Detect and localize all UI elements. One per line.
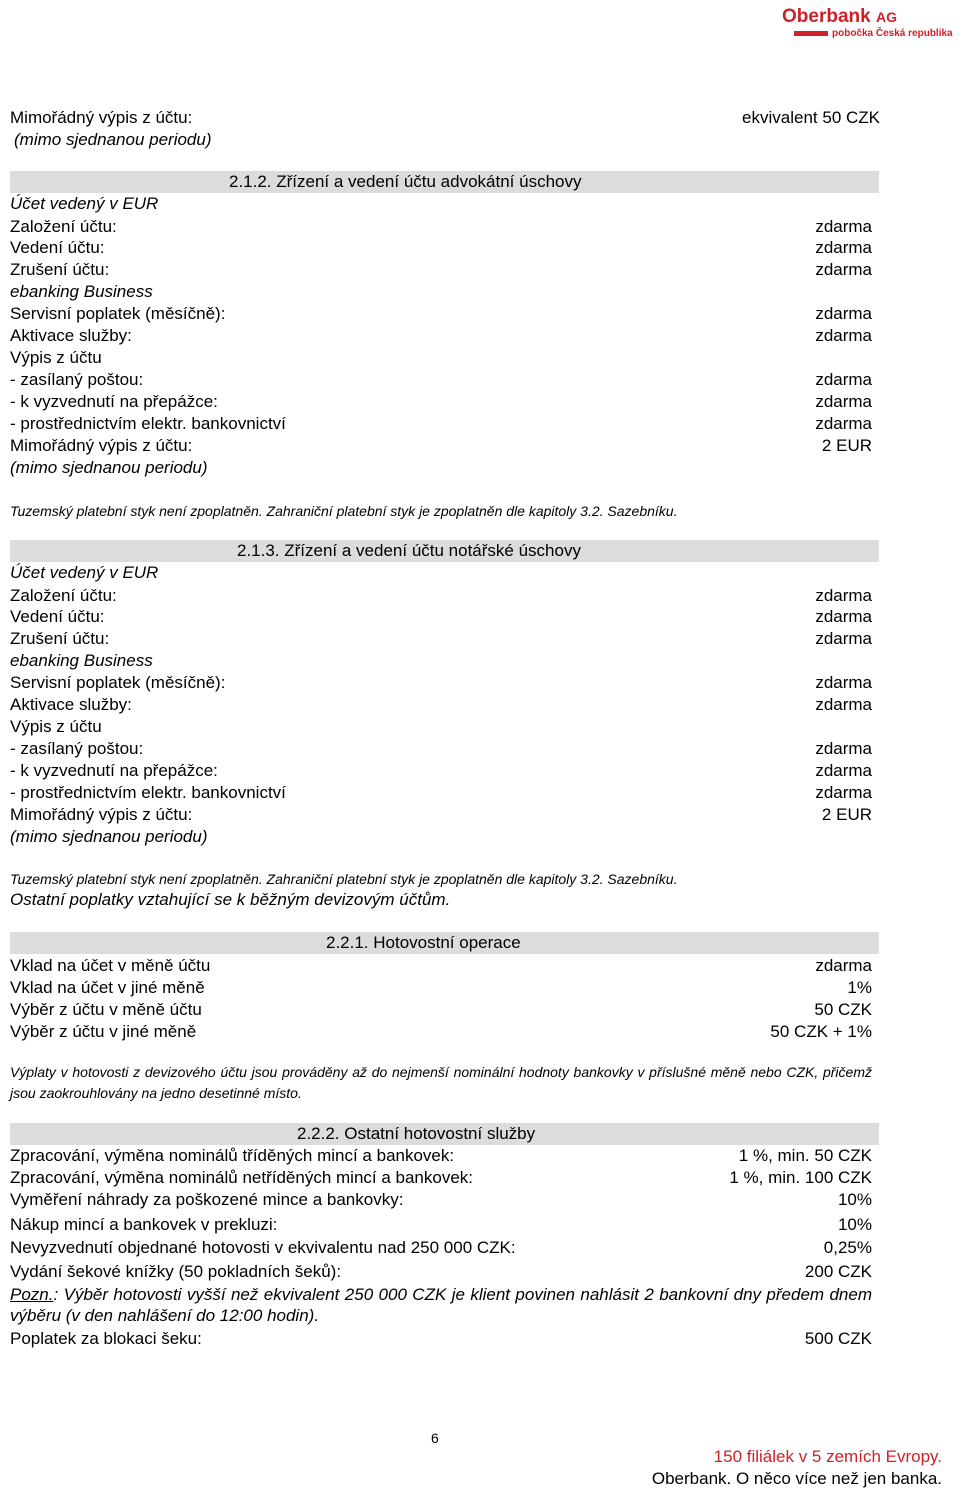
row-value: zdarma	[815, 739, 872, 758]
oberbank-logo	[782, 6, 958, 46]
row-label: Založení účtu:	[10, 586, 117, 605]
row-label: Nevyzvednutí objednané hotovosti v ekvivalentu nad 250 000 CZK:	[10, 1238, 516, 1257]
row-label: Zpracování, výměna nominálů tříděných mincí a bankovek:	[10, 1146, 455, 1165]
page-number: 6	[431, 1430, 439, 1446]
row-value: 200 CZK	[804, 1262, 872, 1281]
row-label: Mimořádný výpis z účtu:	[10, 436, 193, 455]
row-label: Aktivace služby:	[10, 695, 132, 714]
footer-slogan-1: 150 filiálek v 5 zemích Evropy.	[713, 1447, 942, 1466]
row-label: Servisní poplatek (měsíčně):	[10, 304, 226, 323]
row-label: Servisní poplatek (měsíčně):	[10, 673, 226, 692]
top-value: ekvivalent 50 CZK	[742, 108, 880, 127]
section-title-advokatni: 2.1.2. Zřízení a vedení účtu advokátní úschovy	[229, 172, 582, 191]
row-label: Vyměření náhrady za poškozené mince a bankovky:	[10, 1190, 404, 1209]
row-label: Vedení účtu:	[10, 238, 105, 257]
row-label: Výběr z účtu v měně účtu	[10, 1000, 202, 1019]
section-title-notarske: 2.1.3. Zřízení a vedení účtu notářské úschovy	[237, 541, 581, 560]
row-value: 500 CZK	[804, 1329, 872, 1348]
row-label: Vklad na účet v měně účtu	[10, 956, 211, 975]
top-sublabel: (mimo sjednanou periodu)	[14, 130, 212, 149]
row-value: zdarma	[815, 586, 872, 605]
row-value: 0,25%	[823, 1238, 872, 1257]
row-value: zdarma	[815, 304, 872, 323]
row-label: Nákup mincí a bankovek v prekluzi:	[10, 1215, 278, 1234]
row-value: 10%	[837, 1215, 872, 1234]
row-label: (mimo sjednanou periodu)	[10, 458, 208, 477]
row-label: ebanking Business	[10, 282, 153, 301]
row-label: Zrušení účtu:	[10, 629, 110, 648]
note-advokatni: Tuzemský platební styk není zpoplatněn. Zahraniční platební styk je zpoplatněn dle kapitoly 3.2. Sazebníku.	[10, 503, 678, 519]
row-value: zdarma	[815, 956, 872, 975]
row-value: 1 %, min. 100 CZK	[729, 1168, 872, 1187]
account-heading-notarske: Účet vedený v EUR	[10, 563, 159, 582]
note-hotovostni: Výplaty v hotovosti z devizového účtu jsou prováděny až do nejmenší nominální hodnoty bankovky v příslušné měně nebo CZK, přičemž jsou zaokrouhlovány na jedno desetinné místo.	[10, 1064, 872, 1101]
footer-slogan-2: Oberbank. O něco více než jen banka.	[651, 1469, 942, 1488]
row-label: Zrušení účtu:	[10, 260, 110, 279]
row-label: ebanking Business	[10, 651, 153, 670]
row-label: Výpis z účtu	[10, 717, 102, 736]
row-value: 2 EUR	[821, 436, 872, 455]
row-value: zdarma	[815, 629, 872, 648]
row-label: - zasílaný poštou:	[10, 370, 144, 389]
row-label: - prostřednictvím elektr. bankovnictví	[10, 414, 286, 433]
row-label: - zasílaný poštou:	[10, 739, 144, 758]
row-label: Vklad na účet v jiné měně	[10, 978, 205, 997]
logo-subtitle: pobočka Česká republika	[832, 28, 953, 39]
row-value: 2 EUR	[821, 805, 872, 824]
row-value: 10%	[837, 1190, 872, 1209]
row-value: zdarma	[815, 326, 872, 345]
row-label: Založení účtu:	[10, 217, 117, 236]
row-value: zdarma	[815, 238, 872, 257]
logo-text: Oberbank AG	[782, 6, 897, 27]
row-value: zdarma	[815, 217, 872, 236]
section-title-ostatni: 2.2.2. Ostatní hotovostní služby	[297, 1124, 536, 1143]
row-label: - k vyzvednutí na přepážce:	[10, 392, 218, 411]
row-value: zdarma	[815, 607, 872, 626]
row-value: 50 CZK	[814, 1000, 872, 1019]
row-value: 1%	[847, 978, 872, 997]
account-heading-advokatni: Účet vedený v EUR	[10, 194, 159, 213]
row-label: Výběr z účtu v jiné měně	[10, 1022, 197, 1041]
row-value: 1 %, min. 50 CZK	[738, 1146, 872, 1165]
row-value: zdarma	[815, 761, 872, 780]
row-label: Aktivace služby:	[10, 326, 132, 345]
row-label: (mimo sjednanou periodu)	[10, 827, 208, 846]
row-label: - k vyzvednutí na přepážce:	[10, 761, 218, 780]
note-notarske: Tuzemský platební styk není zpoplatněn. Zahraniční platební styk je zpoplatněn dle kapitoly 3.2. Sazebníku.	[10, 871, 678, 887]
other-heading: Ostatní poplatky vztahující se k běžným devizovým účtům.	[10, 890, 451, 909]
row-value: zdarma	[815, 695, 872, 714]
row-value: zdarma	[815, 392, 872, 411]
note-ostatni	[10, 1284, 872, 1326]
top-label: Mimořádný výpis z účtu:	[10, 108, 193, 127]
row-label: Vedení účtu:	[10, 607, 105, 626]
row-value: zdarma	[815, 414, 872, 433]
row-value: zdarma	[815, 370, 872, 389]
row-value: zdarma	[815, 783, 872, 802]
row-label: Výpis z účtu	[10, 348, 102, 367]
row-label: Vydání šekové knížky (50 pokladních šeků):	[10, 1262, 342, 1281]
note-prefix: Pozn.	[10, 1285, 54, 1304]
row-value: zdarma	[815, 673, 872, 692]
section-title-hotovostni: 2.2.1. Hotovostní operace	[326, 933, 521, 952]
row-label: Mimořádný výpis z účtu:	[10, 805, 193, 824]
row-value: zdarma	[815, 260, 872, 279]
logo-mark-icon	[794, 31, 828, 36]
note-text: : Výběr hotovosti vyšší než ekvivalent 250 000 CZK je klient povinen nahlásit 2 bankovní dny předem dnem výběru (v den nahlášení do 12:00 hodin).	[10, 1285, 872, 1325]
row-value: 50 CZK + 1%	[770, 1022, 872, 1041]
row-label: Zpracování, výměna nominálů netříděných mincí a bankovek:	[10, 1168, 474, 1187]
row-label: Poplatek za blokaci šeku:	[10, 1329, 202, 1348]
row-label: - prostřednictvím elektr. bankovnictví	[10, 783, 286, 802]
